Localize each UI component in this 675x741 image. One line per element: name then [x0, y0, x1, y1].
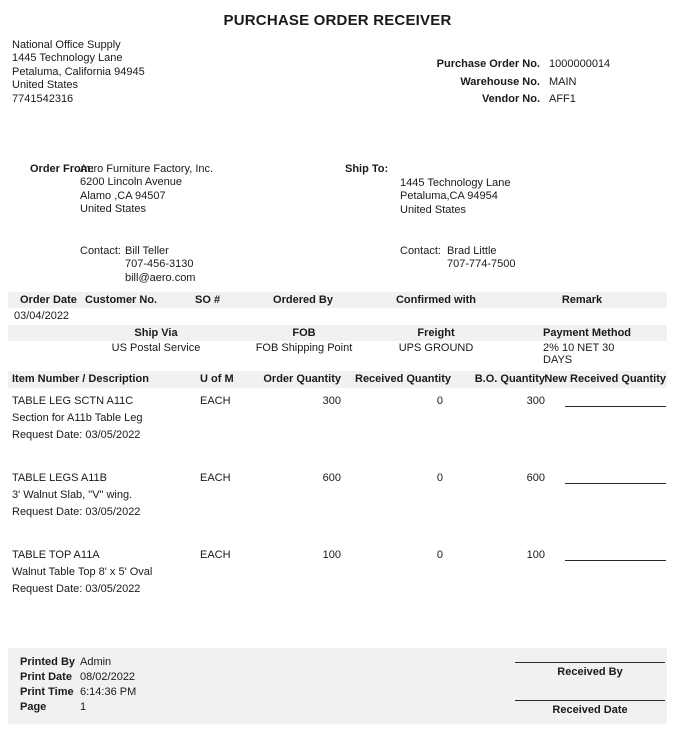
freight-value: UPS GROUND	[398, 342, 474, 354]
item-description: 3' Walnut Slab, "V" wing.	[12, 489, 133, 501]
order-from-line: United States	[80, 203, 147, 216]
company-city: Petaluma, California 94945	[12, 65, 145, 78]
payment-method-value: 2% 10 NET 30 DAYS	[543, 342, 615, 366]
contact-name: Bill Teller	[125, 245, 169, 257]
shipping-header-band	[8, 325, 667, 341]
item-description: Walnut Table Top 8' x 5' Oval	[12, 566, 153, 578]
ship-to-contact	[447, 245, 516, 272]
item-name: TABLE LEGS A11B	[12, 472, 107, 484]
printed-by-label: Printed By	[20, 656, 76, 668]
col-bo-quantity: B.O. Quantity	[474, 373, 545, 385]
col-fob: FOB	[292, 327, 316, 339]
items-header-band	[8, 371, 667, 388]
ship-to-line: 1445 Technology Lane	[400, 177, 511, 189]
item-description: Section for A11b Table Leg	[12, 412, 143, 424]
contact-phone: 707-456-3130	[125, 258, 194, 271]
item-uom: EACH	[200, 395, 231, 407]
ship-to-line: Petaluma,CA 94954	[400, 190, 498, 203]
col-ordered-by: Ordered By	[273, 294, 333, 306]
item-request-date: Request Date: 03/05/2022	[12, 583, 141, 595]
order-from-address	[80, 163, 213, 217]
item-uom: EACH	[200, 549, 231, 561]
received-by-signature	[515, 662, 665, 678]
col-payment-method: Payment Method	[542, 327, 632, 339]
col-uom: U of M	[200, 373, 234, 385]
warehouse-label: Warehouse No.	[460, 75, 540, 88]
order-from-line: Alamo ,CA 94507	[80, 189, 166, 202]
order-date-value: 03/04/2022	[14, 310, 70, 322]
col-received-quantity: Received Quantity	[355, 373, 451, 385]
item-order-qty: 100	[322, 549, 341, 561]
item-received-qty: 0	[436, 549, 443, 561]
item-received-qty: 0	[436, 395, 443, 407]
vendor-label: Vendor No.	[481, 93, 540, 106]
new-received-qty-blank	[565, 560, 666, 561]
print-date-label: Print Date	[20, 671, 72, 683]
ship-to-contact-label: Contact:	[400, 245, 441, 257]
company-country: United States	[12, 79, 79, 92]
col-so-number: SO #	[195, 294, 221, 306]
print-time-label: Print Time	[20, 686, 74, 698]
col-order-quantity: Order Quantity	[263, 373, 341, 385]
received-date-line	[515, 700, 665, 701]
col-new-received-quantity: New Received Quantity	[544, 373, 666, 385]
document-title: PURCHASE ORDER RECEIVER	[223, 12, 452, 29]
order-from-contact-label: Contact:	[80, 245, 121, 257]
item-bo-qty: 100	[526, 549, 545, 561]
order-header-band	[8, 292, 667, 308]
page-value: 1	[80, 701, 87, 713]
received-by-label: Received By	[557, 666, 623, 678]
page-label: Page	[20, 701, 47, 713]
col-freight: Freight	[417, 327, 455, 339]
item-name: TABLE LEG SCTN A11C	[12, 395, 134, 407]
printed-by-value: Admin	[80, 656, 112, 668]
col-remark: Remark	[561, 294, 603, 306]
company-name: National Office Supply	[12, 39, 121, 51]
col-order-date: Order Date	[20, 294, 77, 306]
contact-name: Brad Little	[447, 245, 497, 257]
ship-to-line: United States	[400, 203, 467, 216]
company-street: 1445 Technology Lane	[12, 52, 123, 65]
order-from-line: 6200 Lincoln Avenue	[80, 176, 182, 189]
received-date-label: Received Date	[552, 704, 628, 716]
received-by-line	[515, 662, 665, 663]
item-order-qty: 300	[322, 395, 341, 407]
contact-email: bill@aero.com	[125, 271, 196, 284]
po-number-value: 1000000014	[549, 58, 611, 70]
print-date-value: 08/02/2022	[80, 671, 136, 683]
col-ship-via: Ship Via	[134, 327, 178, 339]
ship-to-label: Ship To:	[345, 163, 389, 175]
vendor-row	[410, 91, 610, 109]
warehouse-row	[410, 74, 610, 92]
company-address-block	[12, 39, 145, 106]
fob-value: FOB Shipping Point	[255, 342, 353, 354]
new-received-qty-blank	[565, 483, 666, 484]
item-bo-qty: 600	[526, 472, 545, 484]
print-time-value: 6:14:36 PM	[80, 686, 137, 698]
contact-phone: 707-774-7500	[447, 258, 516, 271]
vendor-value: AFF1	[549, 93, 576, 106]
new-received-qty-blank	[565, 406, 666, 407]
company-phone: 7741542316	[12, 92, 74, 105]
footer-band	[8, 648, 667, 724]
order-from-contact	[125, 245, 195, 285]
item-request-date: Request Date: 03/05/2022	[12, 506, 141, 518]
item-request-date: Request Date: 03/05/2022	[12, 429, 141, 441]
col-customer-no: Customer No.	[85, 294, 158, 306]
item-order-qty: 600	[322, 472, 341, 484]
item-bo-qty: 300	[526, 395, 545, 407]
col-confirmed-with: Confirmed with	[395, 294, 477, 306]
item-name: TABLE TOP A11A	[12, 549, 100, 561]
col-item-description: Item Number / Description	[12, 373, 149, 385]
po-info-block	[410, 56, 610, 109]
item-uom: EACH	[200, 472, 231, 484]
po-number-row	[410, 56, 610, 74]
ship-to-address	[400, 177, 511, 217]
order-from-line: Aero Furniture Factory, Inc.	[80, 163, 214, 175]
ship-via-value: US Postal Service	[111, 342, 201, 354]
po-number-label: Purchase Order No.	[436, 58, 540, 70]
item-received-qty: 0	[436, 472, 443, 484]
warehouse-value: MAIN	[549, 75, 577, 88]
received-date-signature	[515, 700, 665, 716]
order-from-label: Order From:	[30, 163, 95, 175]
